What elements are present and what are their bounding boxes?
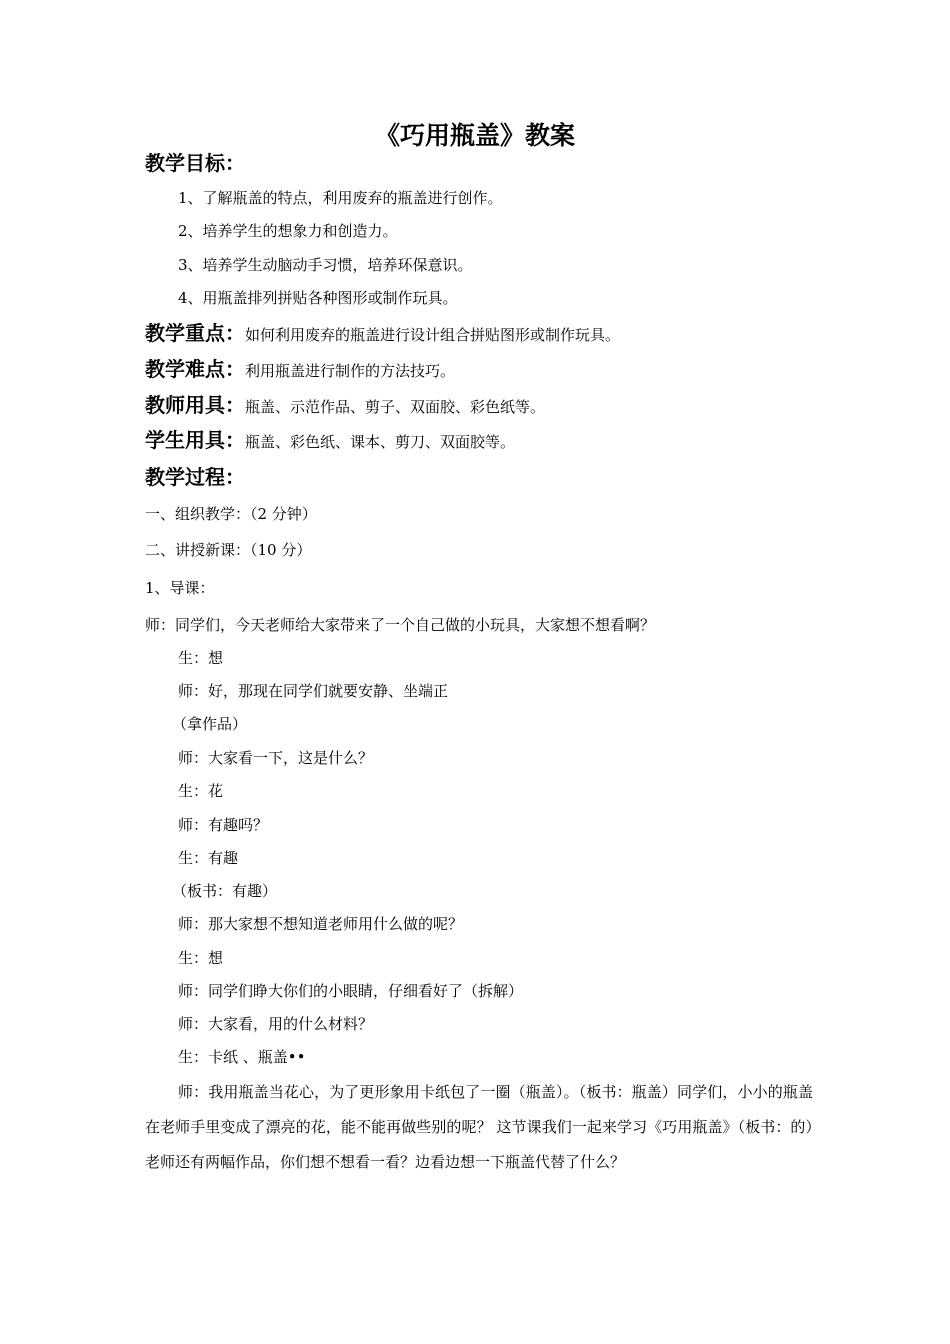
objective-item: 4、用瓶盖排列拼贴各种图形或制作玩具。 — [178, 289, 458, 307]
key-point-row — [145, 318, 620, 350]
key-point-value: 如何利用废弃的瓶盖进行设计组合拼贴图形或制作玩具。 — [245, 326, 621, 344]
student-tools-label: 学生用具： — [145, 428, 245, 452]
dialogue-line: 生：花 — [178, 782, 224, 800]
student-tools-row — [145, 425, 515, 457]
objective-item: 2、培养学生的想象力和创造力。 — [178, 222, 398, 240]
key-point-label: 教学重点： — [145, 321, 245, 345]
dialogue-line: 生：有趣 — [178, 849, 239, 867]
objectives-heading: 教学目标： — [145, 151, 245, 175]
dialogue-line: 师：有趣吗？ — [178, 816, 269, 834]
dialogue-line: 师：那大家想不想知道老师用什么做的呢？ — [178, 915, 464, 933]
dialogue-line: 师：大家看一下，这是什么？ — [178, 749, 374, 767]
process-heading: 教学过程： — [145, 465, 245, 489]
dialogue-line: 师：好，那现在同学们就要安静、坐端正 — [178, 682, 449, 700]
dialogue-line: 师：大家看，用的什么材料？ — [178, 1015, 374, 1033]
document-title: 《巧用瓶盖》教案 — [374, 121, 575, 150]
dialogue-line: 师：同学们，今天老师给大家带来了一个自己做的小玩具，大家想不想看啊？ — [145, 616, 656, 634]
process-step: 二、讲授新课：（10 分） — [145, 541, 312, 559]
dialogue-line: 生：想 — [178, 649, 224, 667]
objective-item: 1、了解瓶盖的特点，利用废弃的瓶盖进行创作。 — [178, 189, 503, 207]
student-tools-value: 瓶盖、彩色纸、课本、剪刀、双面胶等。 — [245, 433, 516, 451]
dialogue-line: 生：卡纸 、瓶盖•• — [178, 1048, 306, 1066]
dialogue-line: 生：想 — [178, 949, 224, 967]
dialogue-line: （板书：有趣） — [172, 882, 278, 900]
closing-paragraph: 师：我用瓶盖当花心，为了更形象用卡纸包了一圈（瓶盖）。（板书：瓶盖）同学们，小小的瓶盖在老师手里变成了漂亮的花，能不能再做些别的呢？ 这节课我们一起来学习《巧用瓶盖》（板书：的）老师还有两幅作品，你们想不想看一看？边看边想一下瓶盖代替了什么？ — [145, 1083, 813, 1171]
teacher-tools-value: 瓶盖、示范作品、剪子、双面胶、彩色纸等。 — [245, 398, 546, 416]
difficulty-row — [145, 354, 455, 386]
teacher-tools-row — [145, 390, 545, 422]
objective-item: 3、培养学生动脑动手习惯，培养环保意识。 — [178, 256, 473, 274]
teacher-tools-label: 教师用具： — [145, 393, 245, 417]
difficulty-label: 教学难点： — [145, 357, 245, 381]
process-step: 一、组织教学：（2 分钟） — [145, 505, 317, 523]
difficulty-value: 利用瓶盖进行制作的方法技巧。 — [245, 362, 456, 380]
dialogue-line: 师：同学们睁大你们的小眼睛，仔细看好了（拆解） — [178, 982, 524, 1000]
dialogue-line: （拿作品） — [172, 715, 248, 733]
process-step: 1、导课： — [145, 579, 215, 597]
